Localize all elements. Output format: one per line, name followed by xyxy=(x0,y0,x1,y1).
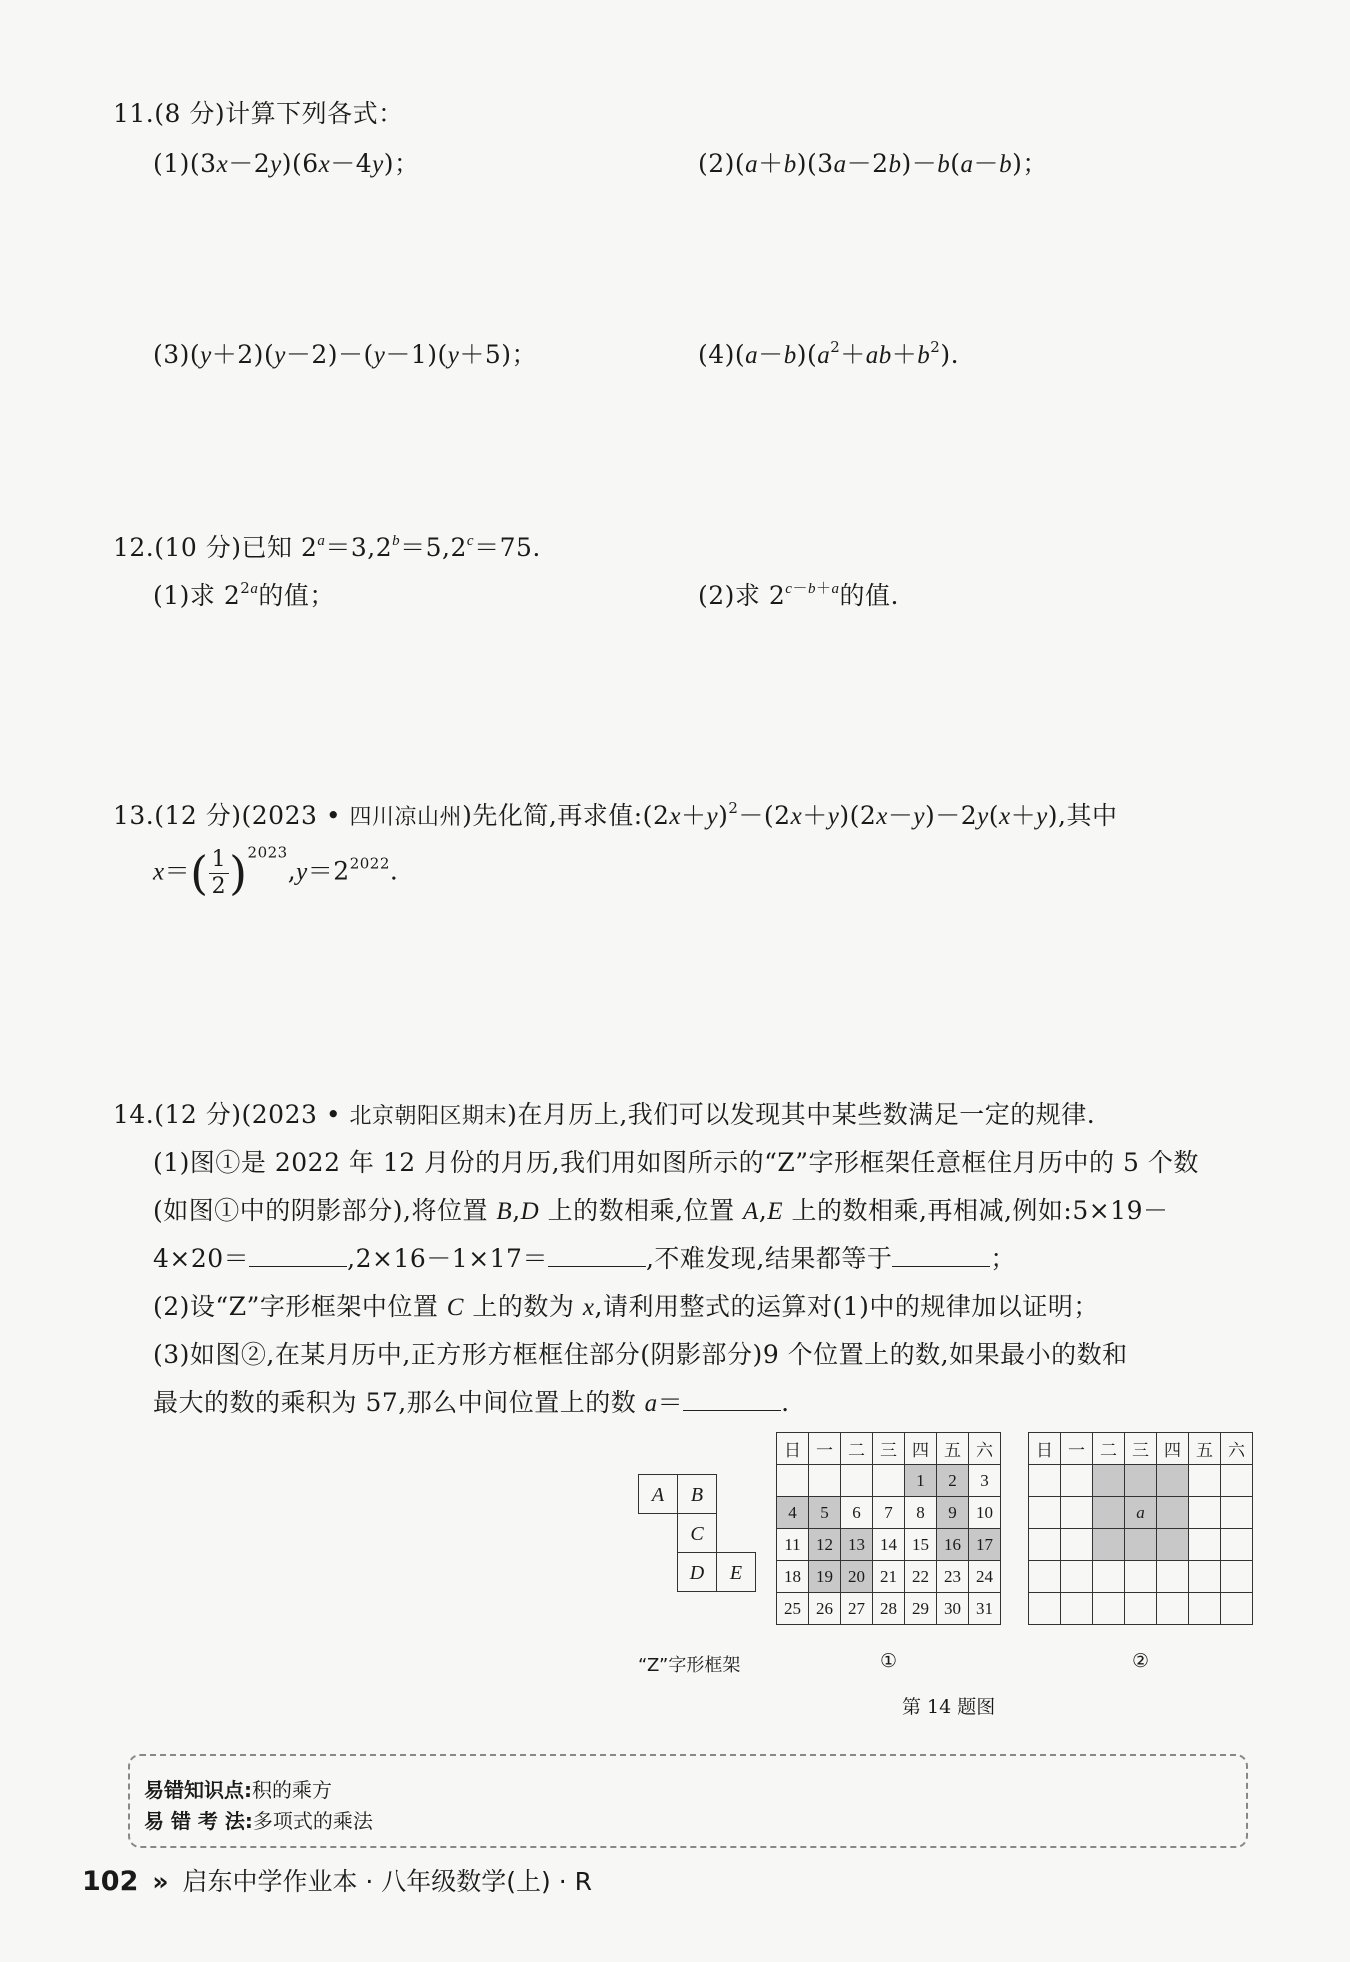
calendar-figure-1 xyxy=(776,1432,1001,1625)
calendar-day-cell xyxy=(1125,1465,1157,1497)
calendar-day-cell: 8 xyxy=(905,1497,937,1529)
calendar-day-cell: 20 xyxy=(841,1561,873,1593)
calendar-day-cell xyxy=(1029,1593,1061,1625)
calendar-day-cell xyxy=(1189,1529,1221,1561)
calendar-day-cell xyxy=(1157,1593,1189,1625)
q14-line3: (如图①中的阴影部分),将位置 B,D 上的数相乘,位置 A,E 上的数相乘,再相减,例如:5×19－ xyxy=(153,1196,1169,1225)
calendar-day-cell: 16 xyxy=(937,1529,969,1561)
calendar-day-cell xyxy=(1221,1529,1253,1561)
q13-source: 四川凉山州 xyxy=(349,805,463,830)
calendar-day-cell: 26 xyxy=(809,1593,841,1625)
q11-part2: (2)(a＋b)(3a－2b)－b(a－b)； xyxy=(698,149,1048,178)
answer-blank-2[interactable] xyxy=(548,1266,646,1267)
answer-blank-4[interactable] xyxy=(683,1410,781,1411)
calendar-day-cell xyxy=(1125,1561,1157,1593)
calendar-day-cell xyxy=(1093,1465,1125,1497)
z-cell-b: B xyxy=(678,1475,717,1514)
weekday-header: 日 xyxy=(1029,1433,1061,1465)
q14-line1: 14.(12 分)(2023 • 北京朝阳区期末)在月历上,我们可以发现其中某些数满足一定的规律. xyxy=(113,1100,1096,1129)
calendar-day-cell xyxy=(1221,1465,1253,1497)
q14-line7: 最大的数的乘积为 57,那么中间位置上的数 a＝ . xyxy=(153,1388,790,1417)
calendar-day-cell xyxy=(1189,1497,1221,1529)
z-frame-figure xyxy=(638,1474,756,1592)
q12-part1: (1)求 $2^{2a}$的值； xyxy=(153,579,335,610)
calendar-day-cell xyxy=(1029,1465,1061,1497)
calendar-day-cell: 14 xyxy=(873,1529,905,1561)
calendar-day-cell xyxy=(1061,1561,1093,1593)
calendar-day-cell xyxy=(809,1465,841,1497)
q11-part4: $(4)(a-b)(a^2+ab+b^2)$. xyxy=(698,338,960,369)
calendar-day-cell: 24 xyxy=(969,1561,1001,1593)
calendar-1-caption: ① xyxy=(880,1650,898,1672)
calendar-day-cell xyxy=(1093,1561,1125,1593)
calendar-day-cell xyxy=(1061,1497,1093,1529)
calendar-day-cell xyxy=(1157,1529,1189,1561)
q13-line1: 13.(12 分)(2023 • 四川凉山州)先化简,再求值$:(2x+y)^2-(2x+y)(2x-y)-2y(x+y)$,其中 xyxy=(113,799,1118,830)
calendar-day-cell xyxy=(777,1465,809,1497)
calendar-day-cell: 5 xyxy=(809,1497,841,1529)
z-cell-d: D xyxy=(678,1553,717,1592)
calendar-day-cell: 4 xyxy=(777,1497,809,1529)
calendar-day-cell xyxy=(1061,1529,1093,1561)
weekday-header: 日 xyxy=(777,1433,809,1465)
weekday-header: 二 xyxy=(841,1433,873,1465)
weekday-header: 五 xyxy=(937,1433,969,1465)
calendar-day-cell xyxy=(841,1465,873,1497)
calendar-day-cell xyxy=(1029,1497,1061,1529)
q13-line2: x＝( $\frac{1}{2}$ )$^{2023},y=2^{2022}$. xyxy=(153,843,399,900)
book-title: 启东中学作业本 · 八年级数学(上) · R xyxy=(182,1867,592,1896)
calendar-day-cell xyxy=(873,1465,905,1497)
weekday-header: 三 xyxy=(873,1433,905,1465)
calendar-day-cell: 22 xyxy=(905,1561,937,1593)
answer-blank-1[interactable] xyxy=(249,1266,347,1267)
calendar-day-cell xyxy=(1029,1529,1061,1561)
q11-part3: (3)(y＋2)(y－2)－(y－1)(y＋5)； xyxy=(153,340,538,369)
calendar-day-cell xyxy=(1157,1497,1189,1529)
calendar-day-cell: 9 xyxy=(937,1497,969,1529)
weekday-header: 四 xyxy=(905,1433,937,1465)
q11-title: 11.(8 分)计算下列各式： xyxy=(113,99,404,128)
calendar-figure-2 xyxy=(1028,1432,1253,1625)
calendar-day-cell xyxy=(1157,1561,1189,1593)
calendar-day-cell xyxy=(1125,1593,1157,1625)
weekday-header: 六 xyxy=(969,1433,1001,1465)
calendar-day-cell xyxy=(1029,1561,1061,1593)
calendar-day-cell: 1 xyxy=(905,1465,937,1497)
center-variable-a: a xyxy=(1136,1502,1145,1522)
z-cell-a: A xyxy=(639,1475,678,1514)
footer-arrows: » xyxy=(152,1867,169,1896)
calendar-day-cell xyxy=(1221,1593,1253,1625)
calendar-day-cell: 11 xyxy=(777,1529,809,1561)
calendar-day-cell: 18 xyxy=(777,1561,809,1593)
calendar-day-cell: 12 xyxy=(809,1529,841,1561)
z-cell-c: C xyxy=(678,1514,717,1553)
page-footer xyxy=(82,1862,592,1898)
calendar-day-cell xyxy=(1093,1593,1125,1625)
calendar-day-cell: 17 xyxy=(969,1529,1001,1561)
calendar-day-cell xyxy=(1157,1465,1189,1497)
calendar-day-cell xyxy=(1189,1465,1221,1497)
calendar-day-cell xyxy=(1093,1529,1125,1561)
calendar-day-cell xyxy=(1125,1497,1157,1529)
calendar-day-cell xyxy=(1221,1561,1253,1593)
calendar-day-cell: 29 xyxy=(905,1593,937,1625)
q14-line6: (3)如图②,在某月历中,正方形方框框住部分(阴影部分)9 个位置上的数,如果最小的数和 xyxy=(153,1340,1128,1369)
calendar-day-cell: 25 xyxy=(777,1593,809,1625)
z-frame-caption: “Z”字形框架 xyxy=(638,1655,741,1676)
calendar-day-cell xyxy=(1093,1497,1125,1529)
calendar-day-cell: 28 xyxy=(873,1593,905,1625)
calendar-day-cell: 23 xyxy=(937,1561,969,1593)
error-prone-note xyxy=(128,1754,1248,1848)
calendar-day-cell: 30 xyxy=(937,1593,969,1625)
calendar-day-cell xyxy=(1189,1561,1221,1593)
weekday-header: 一 xyxy=(1061,1433,1093,1465)
q12-title: 12.(10 分)已知 $2^a=3,2^b=5,2^c=75$. xyxy=(113,533,541,562)
q14-line4: 4×20＝ ,2×16－1×17＝ ,不难发现,结果都等于 ； xyxy=(153,1244,1016,1273)
weekday-header: 二 xyxy=(1093,1433,1125,1465)
answer-blank-3[interactable] xyxy=(892,1266,990,1267)
note-row-1: 易错知识点:积的乘方 xyxy=(144,1778,332,1802)
calendar-day-cell: 19 xyxy=(809,1561,841,1593)
q14-line2: (1)图①是 2022 年 12 月份的月历,我们用如图所示的“Z”字形框架任意框住月历中的 5 个数 xyxy=(153,1148,1199,1177)
calendar-day-cell: 31 xyxy=(969,1593,1001,1625)
q14-source: 北京朝阳区期末 xyxy=(349,1104,508,1129)
note-row-2: 易 错 考 法:多项式的乘法 xyxy=(144,1809,373,1833)
calendar-day-cell: 21 xyxy=(873,1561,905,1593)
calendar-day-cell: 2 xyxy=(937,1465,969,1497)
weekday-header: 三 xyxy=(1125,1433,1157,1465)
calendar-day-cell: 10 xyxy=(969,1497,1001,1529)
calendar-day-cell xyxy=(1061,1593,1093,1625)
z-cell-e: E xyxy=(717,1553,756,1592)
q12-part2: (2)求 $2^{c-b+a}$的值. xyxy=(698,579,899,610)
calendar-day-cell xyxy=(1221,1497,1253,1529)
calendar-day-cell: 7 xyxy=(873,1497,905,1529)
weekday-header: 六 xyxy=(1221,1433,1253,1465)
weekday-header: 四 xyxy=(1157,1433,1189,1465)
q11-part1: (1)(3x－2y)(6x－4y)； xyxy=(153,149,420,178)
calendar-day-cell: 13 xyxy=(841,1529,873,1561)
weekday-header: 一 xyxy=(809,1433,841,1465)
calendar-day-cell xyxy=(1125,1529,1157,1561)
calendar-day-cell xyxy=(1061,1465,1093,1497)
calendar-day-cell: 15 xyxy=(905,1529,937,1561)
figure-caption: 第 14 题图 xyxy=(902,1696,996,1718)
calendar-day-cell: 27 xyxy=(841,1593,873,1625)
calendar-day-cell: 6 xyxy=(841,1497,873,1529)
calendar-2-caption: ② xyxy=(1132,1650,1150,1672)
weekday-header: 五 xyxy=(1189,1433,1221,1465)
q14-line5: (2)设“Z”字形框架中位置 C 上的数为 x,请利用整式的运算对(1)中的规律加以证明； xyxy=(153,1292,1099,1321)
calendar-day-cell xyxy=(1189,1593,1221,1625)
calendar-day-cell: 3 xyxy=(969,1465,1001,1497)
page-number: 102 xyxy=(82,1866,139,1897)
